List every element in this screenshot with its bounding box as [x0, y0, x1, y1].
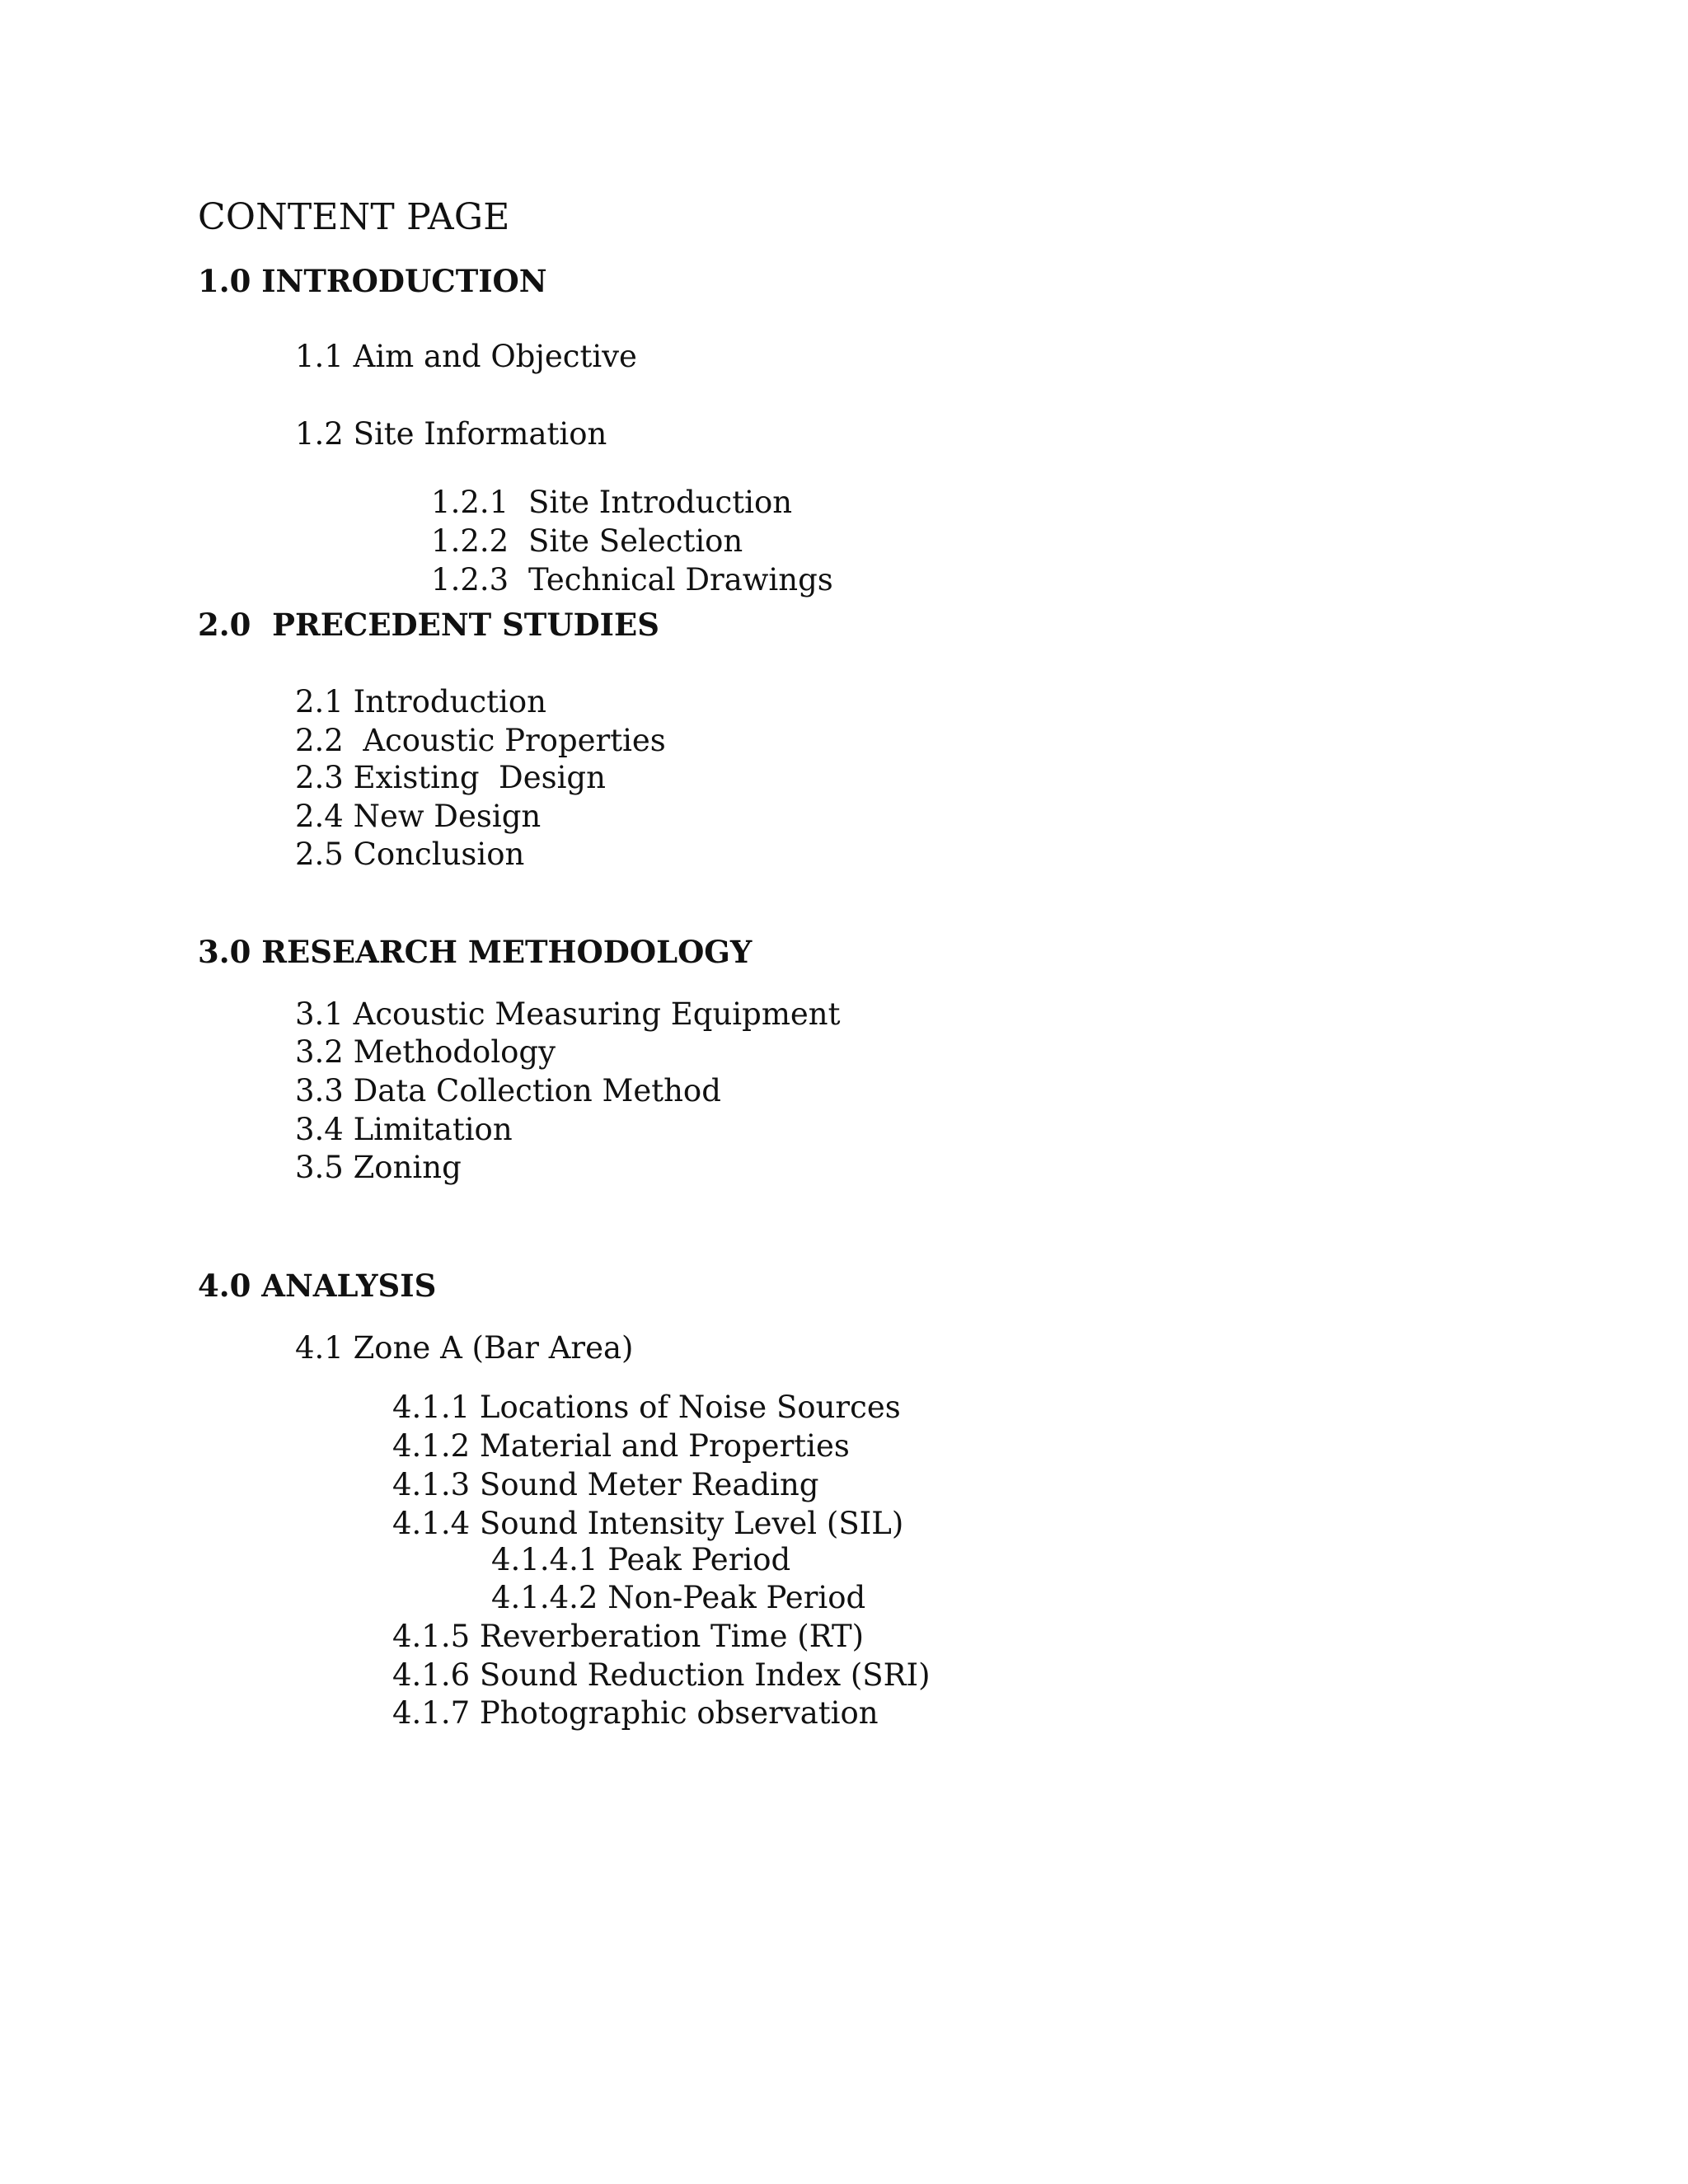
toc-subitem-4-1-6: 4.1.6 Sound Reduction Index (SRI) [392, 1657, 931, 1693]
toc-subitem-label: Site Selection [528, 523, 743, 559]
toc-item-3-1: 3.1 Acoustic Measuring Equipment [295, 996, 841, 1032]
section-heading-analysis: 4.0 ANALYSIS [198, 1268, 437, 1304]
toc-item-2-1: 2.1 Introduction [295, 684, 546, 719]
toc-subitem-label: Site Introduction [528, 485, 793, 520]
toc-subitem-4-1-5: 4.1.5 Reverberation Time (RT) [392, 1619, 865, 1654]
toc-item-4-1: 4.1 Zone A (Bar Area) [295, 1330, 634, 1366]
toc-subitem-4-1-4: 4.1.4 Sound Intensity Level (SIL) [392, 1506, 904, 1541]
toc-subitem-4-1-2: 4.1.2 Material and Properties [392, 1428, 850, 1464]
toc-subsubitem-4-1-4-2: 4.1.4.2 Non-Peak Period [491, 1580, 866, 1615]
toc-subitem-number: 1.2.1 [431, 485, 509, 520]
toc-subitem-4-1-3: 4.1.3 Sound Meter Reading [392, 1467, 819, 1502]
section-heading-research-methodology: 3.0 RESEARCH METHODOLOGY [198, 934, 753, 970]
toc-item-1-2: 1.2 Site Information [295, 416, 607, 452]
toc-item-2-5: 2.5 Conclusion [295, 837, 525, 872]
toc-item-2-3: 2.3 Existing Design [295, 760, 606, 795]
toc-subitem-number: 1.2.2 [431, 523, 509, 559]
toc-item-3-4: 3.4 Limitation [295, 1112, 513, 1147]
toc-item-3-5: 3.5 Zoning [295, 1150, 462, 1185]
toc-subitem-label: Technical Drawings [528, 562, 833, 598]
toc-subitem-number: 1.2.3 [431, 562, 509, 598]
section-heading-precedent-studies: 2.0 PRECEDENT STUDIES [198, 607, 659, 643]
section-heading-introduction: 1.0 INTRODUCTION [198, 263, 547, 299]
toc-subsubitem-4-1-4-1: 4.1.4.1 Peak Period [491, 1542, 791, 1577]
toc-subitem-4-1-1: 4.1.1 Locations of Noise Sources [392, 1390, 901, 1425]
toc-item-2-4: 2.4 New Design [295, 799, 542, 834]
toc-subitem-4-1-7: 4.1.7 Photographic observation [392, 1695, 879, 1731]
toc-item-1-1: 1.1 Aim and Objective [295, 339, 637, 374]
page-title: CONTENT PAGE [198, 196, 510, 238]
toc-item-3-2: 3.2 Methodology [295, 1034, 556, 1070]
toc-item-3-3: 3.3 Data Collection Method [295, 1073, 721, 1108]
toc-item-2-2: 2.2 Acoustic Properties [295, 723, 666, 758]
